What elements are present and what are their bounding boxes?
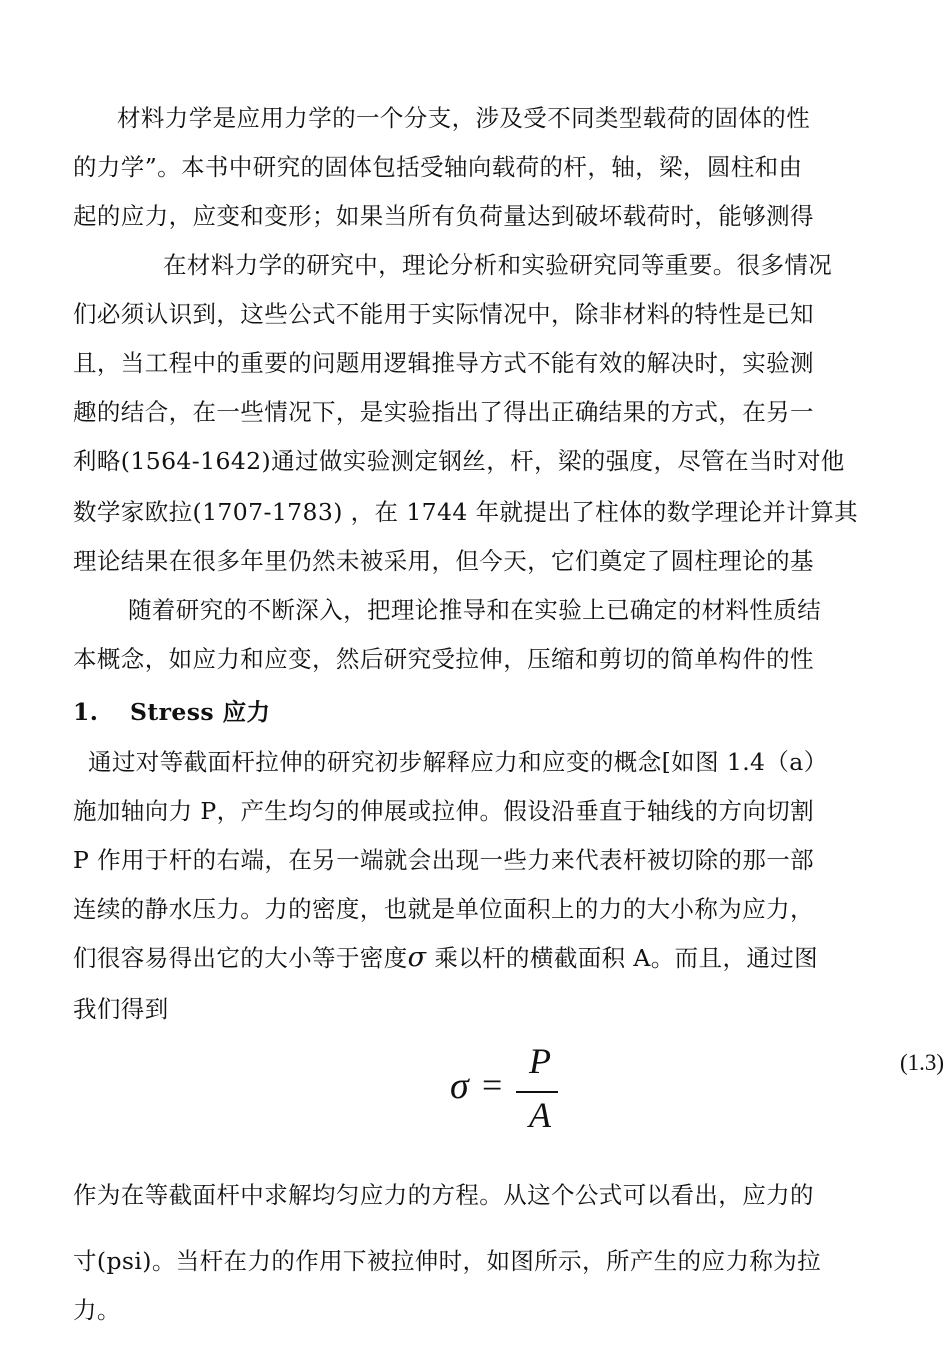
text-line: 在材料力学的研究中，理论分析和实验研究同等重要。很多情况 (163, 251, 833, 279)
equation-numerator: P (529, 1041, 551, 1081)
sigma-symbol: σ (407, 942, 427, 973)
text-line: 本概念，如应力和应变，然后研究受拉伸，压缩和剪切的简单构件的性 (73, 645, 814, 673)
text-line: 我们得到 (73, 995, 169, 1023)
equation-lhs-sigma: σ (450, 1065, 469, 1107)
text-line: 材料力学是应用力学的一个分支，涉及受不同类型载荷的固体的性 (117, 104, 811, 132)
fraction-bar (516, 1091, 558, 1093)
text-line: 利略(1564-1642)通过做实验测定钢丝，杆，梁的强度，尽管在当时对他 (73, 447, 845, 475)
text-line: 施加轴向力 P，产生均匀的伸展或拉伸。假设沿垂直于轴线的方向切割 (73, 797, 815, 825)
text-line: 趣的结合，在一些情况下，是实验指出了得出正确结果的方式，在另一 (73, 398, 814, 426)
section-heading (73, 697, 270, 727)
equals-sign: = (482, 1065, 503, 1105)
equation-number: (1.3) (900, 1050, 945, 1075)
text-line: 的力学”。本书中研究的固体包括受轴向载荷的杆，轴，梁，圆柱和由 (73, 153, 803, 181)
text-line: 且，当工程中的重要的问题用逻辑推导方式不能有效的解决时，实验测 (73, 349, 814, 377)
equation-denominator: A (529, 1095, 551, 1135)
text-line: 寸(psi)。当杆在力的作用下被拉伸时，如图所示，所产生的应力称为拉 (73, 1247, 822, 1275)
text-segment: 乘以杆的横截面积 A。而且，通过图 (426, 944, 819, 972)
text-line: 理论结果在很多年里仍然未被采用，但今天，它们奠定了圆柱理论的基 (73, 547, 814, 575)
section-number: 1. (73, 698, 99, 726)
text-line: 起的应力，应变和变形；如果当所有负荷量达到破坏载荷时，能够测得 (73, 202, 814, 230)
text-line: 连续的静水压力。力的密度，也就是单位面积上的力的大小称为应力， (73, 895, 814, 923)
stress-equation (450, 1040, 560, 1140)
text-line: 们必须认识到，这些公式不能用于实际情况中，除非材料的特性是已知 (73, 300, 814, 328)
text-line: 随着研究的不断深入，把理论推导和在实验上已确定的材料性质结 (128, 596, 822, 624)
section-title: Stress 应力 (130, 698, 271, 726)
text-segment: 们很容易得出它的大小等于密度 (73, 944, 408, 972)
text-line: 数学家欧拉(1707-1783) ，在 1744 年就提出了柱体的数学理论并计算其 (73, 498, 859, 526)
text-line: 力。 (73, 1296, 121, 1324)
text-line: 通过对等截面杆拉伸的研究初步解释应力和应变的概念[如图 1.4（a） (88, 748, 828, 776)
text-line: 作为在等截面杆中求解均匀应力的方程。从这个公式可以看出，应力的 (73, 1181, 814, 1209)
text-line (73, 943, 818, 973)
text-line: P 作用于杆的右端，在另一端就会出现一些力来代表杆被切除的那一部 (73, 846, 815, 874)
